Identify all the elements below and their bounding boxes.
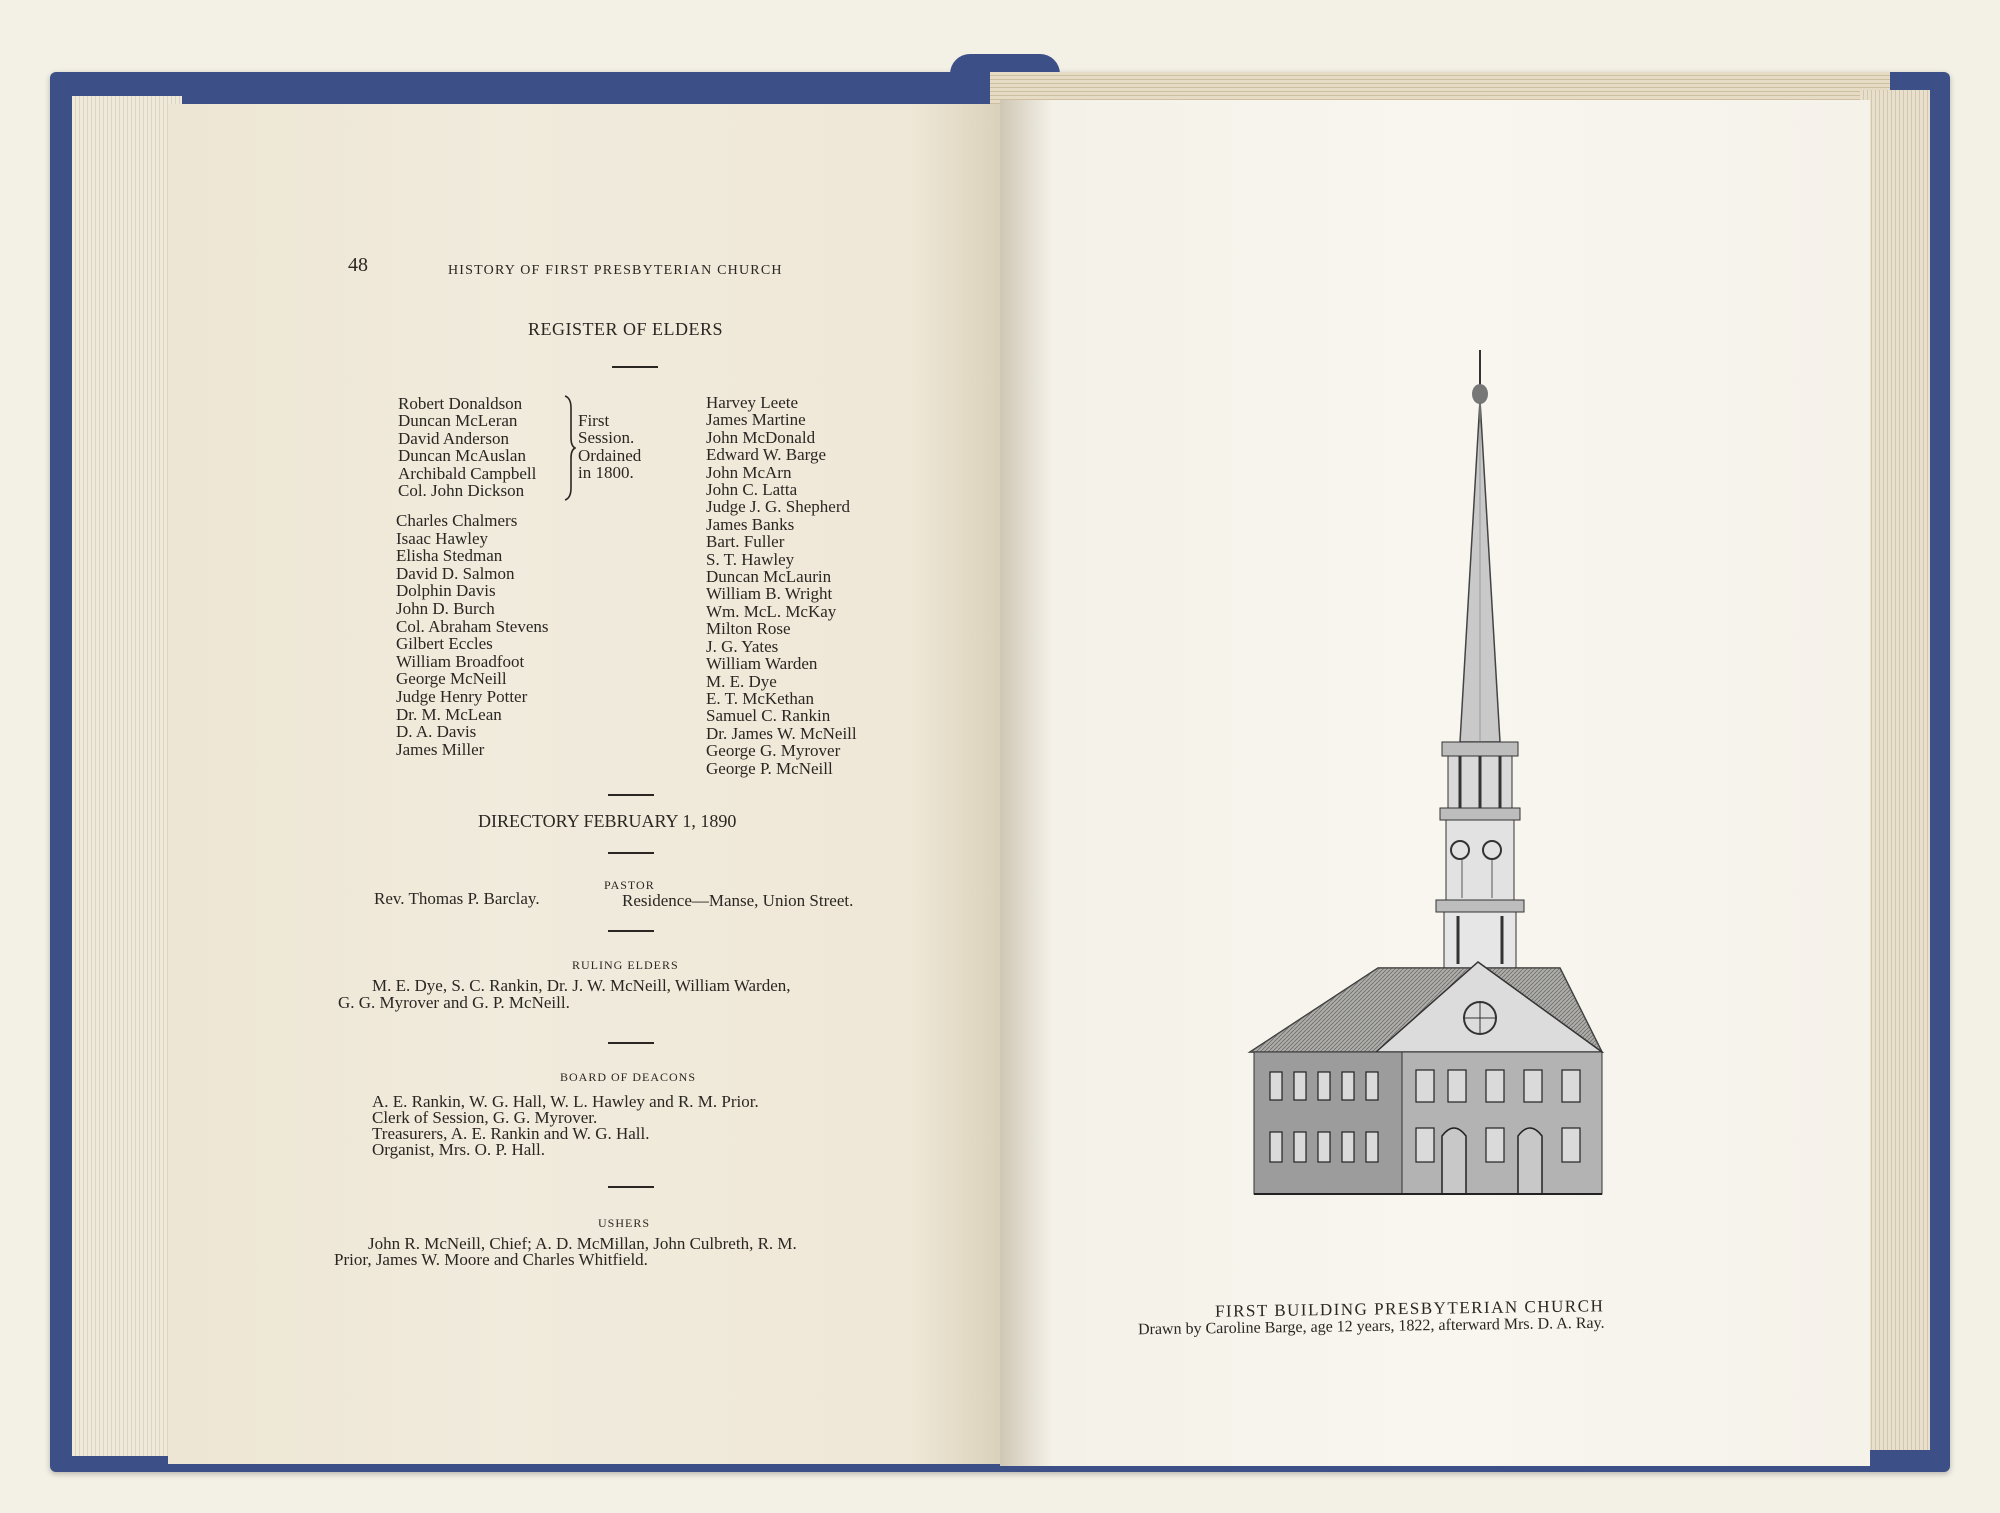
elder-name: Col. John Dickson <box>398 481 525 501</box>
elder-name: Robert Donaldson <box>398 394 523 413</box>
elder-name: Wm. McL. McKay <box>706 601 837 621</box>
elder-name: George McNeill <box>396 669 507 689</box>
elder-name: David Anderson <box>398 428 509 448</box>
pastor-heading: PASTOR <box>604 878 655 892</box>
elder-name: S. T. Hawley <box>706 549 795 569</box>
elders-column-1 <box>396 512 549 758</box>
church-illustration <box>1230 350 1610 1290</box>
elder-name: George P. McNeill <box>706 758 833 778</box>
divider <box>608 1186 654 1188</box>
elder-name: Dr. James W. McNeill <box>706 723 857 743</box>
elder-name: Samuel C. Rankin <box>706 706 831 726</box>
pastor-name: Rev. Thomas P. Barclay. <box>374 889 540 908</box>
elder-name: Edward W. Barge <box>706 445 827 465</box>
running-head: HISTORY OF FIRST PRESBYTERIAN CHURCH <box>448 263 783 278</box>
elder-name: Dr. M. McLean <box>396 704 502 724</box>
elder-name: Duncan McAuslan <box>398 446 526 466</box>
first-session-note-line: Ordained <box>578 445 642 465</box>
elder-name: M. E. Dye <box>706 671 777 691</box>
caption-credit: Drawn by Caroline Barge, age 12 years, 1822, afterward Mrs. D. A. Ray. <box>1137 1314 1605 1339</box>
caption-title: FIRST BUILDING PRESBYTERIAN CHURCH <box>1214 1296 1605 1321</box>
elder-name: Charles Chalmers <box>396 511 518 530</box>
first-session-list <box>398 395 536 499</box>
elder-name: John McArn <box>706 462 792 482</box>
elder-name: George G. Myrover <box>706 741 841 761</box>
deacons-heading: BOARD OF DEACONS <box>560 1070 697 1084</box>
elder-name: John McDonald <box>706 427 816 447</box>
elder-name: Archibald Campbell <box>398 463 537 483</box>
ushers-heading: USHERS <box>598 1216 651 1230</box>
elder-name: William B. Wright <box>706 584 833 604</box>
page-edges-left <box>72 96 182 1456</box>
divider <box>608 930 654 932</box>
elder-name: John D. Burch <box>396 598 495 618</box>
elder-name: Bart. Fuller <box>706 532 785 552</box>
elder-name: D. A. Davis <box>396 722 477 742</box>
ruling-elders-line-1: M. E. Dye, S. C. Rankin, Dr. J. W. McNeill, William Warden, <box>372 976 791 995</box>
elder-name: Gilbert Eccles <box>396 634 493 654</box>
elder-name: E. T. McKethan <box>706 688 814 708</box>
elder-name: John C. Latta <box>706 480 798 500</box>
elder-name: James Martine <box>706 410 806 430</box>
elder-name: Duncan McLeran <box>398 411 518 431</box>
elder-name: Milton Rose <box>706 619 791 639</box>
elder-name: William Warden <box>706 654 818 674</box>
elders-column-2 <box>706 394 857 777</box>
ruling-elders-line-2: G. G. Myrover and G. P. McNeill. <box>338 993 570 1012</box>
deacons-line-3: Treasurers, A. E. Rankin and W. G. Hall. <box>372 1124 650 1143</box>
elder-name: Elisha Stedman <box>396 546 503 566</box>
elder-name: Dolphin Davis <box>396 581 496 601</box>
elder-name: David D. Salmon <box>396 563 515 583</box>
divider <box>608 794 654 796</box>
pastor-residence: Residence—Manse, Union Street. <box>622 891 854 910</box>
elder-name: J. G. Yates <box>706 636 779 656</box>
divider <box>612 366 658 368</box>
left-page <box>168 104 1010 1464</box>
deacons-line-4: Organist, Mrs. O. P. Hall. <box>372 1140 545 1159</box>
deacons-line-1: A. E. Rankin, W. G. Hall, W. L. Hawley and R. M. Prior. <box>372 1092 759 1111</box>
right-page <box>1000 100 1870 1466</box>
elder-name: James Banks <box>706 514 795 534</box>
deacons-line-2: Clerk of Session, G. G. Myrover. <box>372 1108 598 1127</box>
elder-name: James Miller <box>396 739 485 759</box>
ushers-line-1: John R. McNeill, Chief; A. D. McMillan, John Culbreth, R. M. <box>368 1234 797 1253</box>
elder-name: Duncan McLaurin <box>706 567 832 587</box>
register-title: REGISTER OF ELDERS <box>528 319 724 339</box>
elder-name: Harvey Leete <box>706 393 799 412</box>
elder-name: William Broadfoot <box>396 651 525 671</box>
elder-name: Col. Abraham Stevens <box>396 616 549 636</box>
page-number: 48 <box>348 254 368 276</box>
elder-name: Judge Henry Potter <box>396 686 528 706</box>
elder-name: Judge J. G. Shepherd <box>706 497 851 517</box>
ushers-line-2: Prior, James W. Moore and Charles Whitfield. <box>334 1250 648 1269</box>
page-edges-right <box>1860 90 1930 1450</box>
directory-title: DIRECTORY FEBRUARY 1, 1890 <box>478 811 737 831</box>
first-session-note <box>578 412 641 482</box>
ruling-elders-heading: RULING ELDERS <box>572 958 679 972</box>
first-session-note-line: in 1800. <box>578 463 634 483</box>
first-session-note-line: First <box>578 411 610 430</box>
brace-icon <box>562 394 576 502</box>
elder-name: Isaac Hawley <box>396 528 489 548</box>
first-session-note-line: Session. <box>578 428 635 448</box>
divider <box>608 1042 654 1044</box>
divider <box>608 852 654 854</box>
